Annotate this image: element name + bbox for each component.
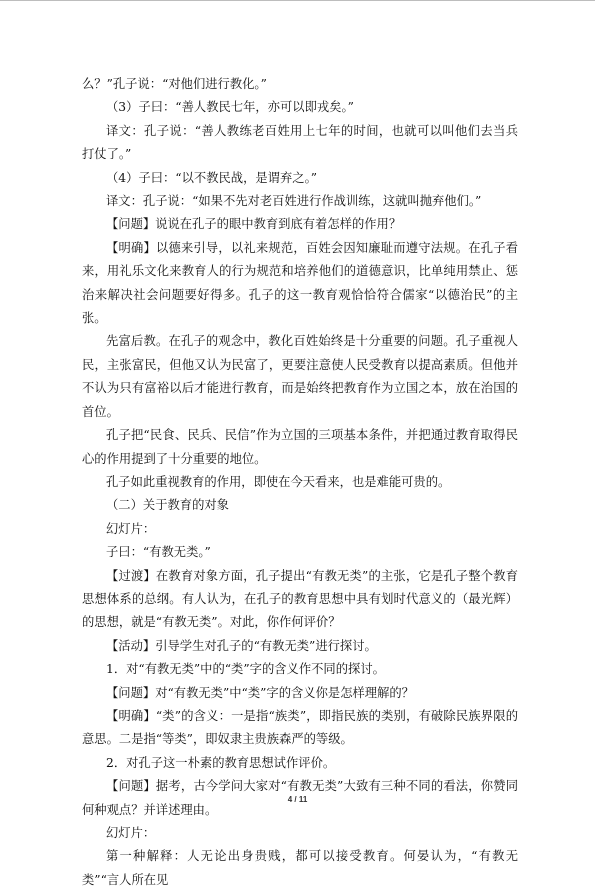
paragraph: 孔子如此重视教育的作用，即使在今天看来，也是难能可贵的。	[106, 474, 451, 489]
paragraph: 译文：孔子说：“如果不先对老百姓进行作战训练，这就叫抛弃他们。”	[106, 194, 482, 209]
paragraph: 【过渡】在教育对象方面，孔子提出“有教无类”的主张，它是孔子整个教育思想体系的总纲。有人认为，在孔子的教育思想中具有划时代意义的（最光辉）的思想，就是“有教无类”。对此，你作何评价？	[82, 568, 518, 630]
page-number: 4 / 11	[287, 795, 308, 804]
paragraph: 【活动】引导学生对孔子的“有教无类”进行探讨。	[106, 638, 377, 653]
paragraph: 【问题】说说在孔子的眼中教育到底有着怎样的作用？	[106, 217, 402, 232]
paragraph: 幻灯片：	[106, 521, 156, 536]
paragraph: 2．对孔子这一朴素的教育思想试作评价。	[106, 755, 336, 770]
paragraph: 孔子把“民食、民兵、民信”作为立国的三项基本条件，并把通过教育取得民心的作用提到了十分重要的地位。	[82, 428, 518, 466]
paragraph: 【明确】“类”的含义：一是指“族类”，即指民族的类别，有破除民族界限的意思。二是指“等类”，即奴隶主贵族森严的等级。	[82, 708, 518, 747]
paragraph: 先富后教。在孔子的观念中，教化百姓始终是十分重要的问题。孔子重视人民，主张富民，但他又认为民富了，更要注意使人民受教育以提高素质。但他并不认为只有富裕以后才能进行教育，而是始终把教育作为立国之本，放在治国的首位。	[82, 334, 518, 419]
document-body	[82, 73, 518, 892]
paragraph: 1．对“有教无类”中的“类”字的含义作不同的探讨。	[106, 662, 385, 677]
paragraph: 【问题】对“有教无类”中“类”字的含义你是怎样理解的？	[106, 685, 414, 700]
paragraph: 子曰：“有教无类。”	[106, 545, 211, 560]
paragraph: 【问题】据考，古今学问大家对“有教无类”大致有三种不同的看法，你赞同何种观点？并详述理由。	[82, 779, 518, 817]
paragraph: 么？”孔子说：“对他们进行教化。”	[82, 77, 267, 91]
paragraph: 幻灯片：	[106, 826, 156, 840]
paragraph: 第一种解释：人无论出身贵贱，都可以接受教育。何晏认为，“有教无类”“言人所在见	[82, 849, 518, 887]
section-heading: （二）关于教育的对象	[106, 498, 229, 513]
paragraph: （3）子曰：“善人教民七年，亦可以即戎矣。”	[106, 100, 354, 115]
paragraph: 译文：孔子说：“善人教练老百姓用上七年的时间，也就可以叫他们去当兵打仗了。”	[82, 123, 518, 162]
paragraph: （4）子曰：“以不教民战，是谓弃之。”	[106, 170, 317, 185]
top-border-line	[0, 0, 595, 1]
paragraph: 【明确】以德来引导，以礼来规范，百姓会因知廉耻而遵守法规。在孔子看来，用礼乐文化来教育人的行为规范和培养他们的道德意识，比单纯用禁止、惩治来解决社会问题要好得多。孔子的这一教育观恰恰符合儒家“以德治民”的主张。	[82, 240, 518, 326]
